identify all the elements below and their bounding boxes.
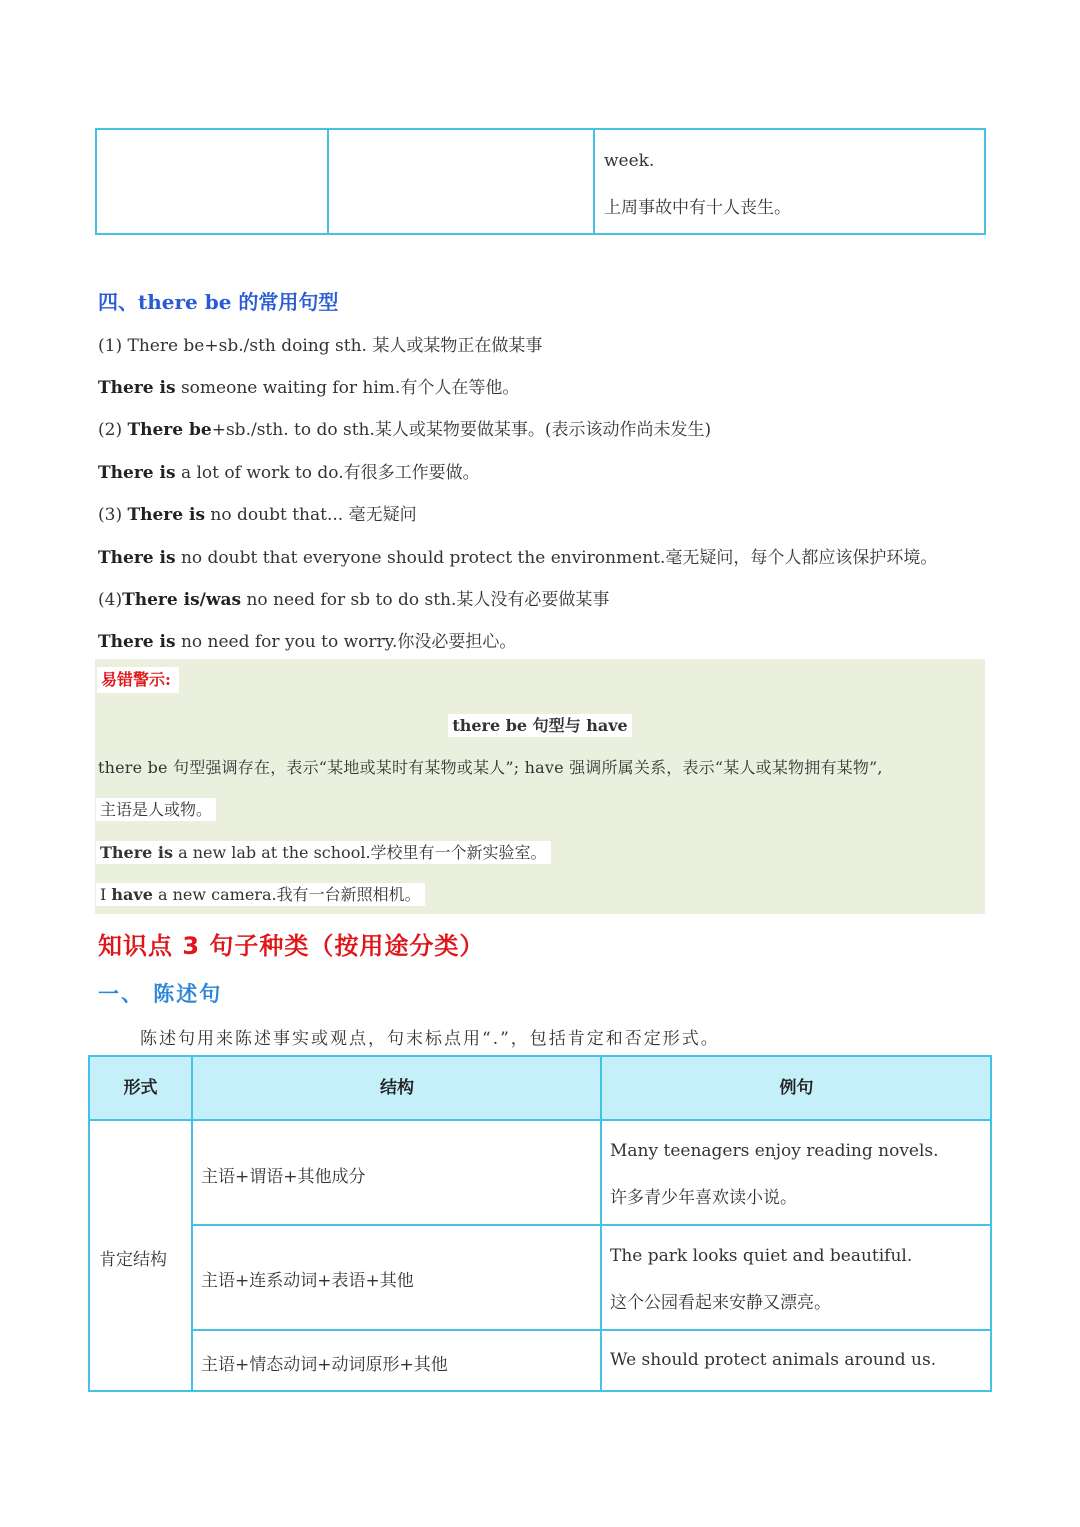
table-cell-example: The park looks quiet and beautiful. (610, 1246, 913, 1266)
table-cell-translation: 许多青少年喜欢读小说。 (610, 1188, 797, 1208)
warning-example: There is a new lab at the school.学校里有一个新实验室。 (96, 840, 551, 863)
table-cell-text: week. (604, 151, 655, 171)
table-column-divider (327, 130, 329, 233)
table-cell-translation: 这个公园看起来安静又漂亮。 (610, 1293, 831, 1313)
table-header-cell: 结构 (380, 1078, 414, 1098)
warning-text: there be 句型强调存在，表示“某地或某时有某物或某人”; have 强调所属关系，表示“某人或某物拥有某物”, (98, 758, 883, 777)
warning-tag: 易错警示: (97, 667, 179, 693)
section-heading: 四、there be 的常用句型 (98, 290, 339, 314)
table-row-divider (191, 1224, 990, 1226)
subsection-title: 一、 陈述句 (98, 982, 223, 1006)
warning-title: there be 句型与 have (0, 713, 1080, 736)
pattern-line: (4)There is/was no need for sb to do sth.某人没有必要做某事 (98, 590, 610, 610)
example-line: There is no doubt that everyone should protect the environment.毫无疑问，每个人都应该保护环境。 (98, 548, 938, 568)
sentence-structure-table (88, 1055, 992, 1392)
table-cell-example: We should protect animals around us. (610, 1350, 937, 1370)
intro-paragraph: 陈述句用来陈述事实或观点，句末标点用“.”，包括肯定和否定形式。 (140, 1029, 720, 1049)
example-line: There is someone waiting for him.有个人在等他。 (98, 378, 520, 398)
pattern-line: (1) There be+sb./sth doing sth. 某人或某物正在做某事 (98, 336, 543, 356)
example-line: There is no need for you to worry.你没必要担心。 (98, 632, 517, 652)
continuation-table (95, 128, 986, 235)
pattern-line: (3) There is no doubt that... 毫无疑问 (98, 505, 417, 525)
knowledge-point-title: 知识点 3 句子种类（按用途分类） (98, 932, 485, 960)
table-header-cell: 形式 (123, 1078, 158, 1098)
table-cell-example: Many teenagers enjoy reading novels. (610, 1141, 939, 1161)
warning-text: 主语是人或物。 (96, 797, 216, 820)
table-group-label: 肯定结构 (99, 1250, 167, 1270)
table-column-divider (593, 130, 595, 233)
table-header-cell: 例句 (779, 1078, 814, 1098)
table-row-divider (90, 1119, 990, 1121)
table-cell-structure: 主语+谓语+其他成分 (201, 1167, 366, 1187)
warning-box (95, 659, 985, 914)
table-cell-structure: 主语+情态动词+动词原形+其他 (201, 1355, 448, 1375)
example-line: There is a lot of work to do.有很多工作要做。 (98, 463, 480, 483)
pattern-line: (2) There be+sb./sth. to do sth.某人或某物要做某事。(表示该动作尚未发生) (98, 420, 712, 440)
table-row-divider (191, 1329, 990, 1331)
table-cell-structure: 主语+连系动词+表语+其他 (201, 1271, 414, 1291)
warning-example: I have a new camera.我有一台新照相机。 (96, 882, 425, 905)
table-cell-text: 上周事故中有十人丧生。 (604, 198, 791, 218)
